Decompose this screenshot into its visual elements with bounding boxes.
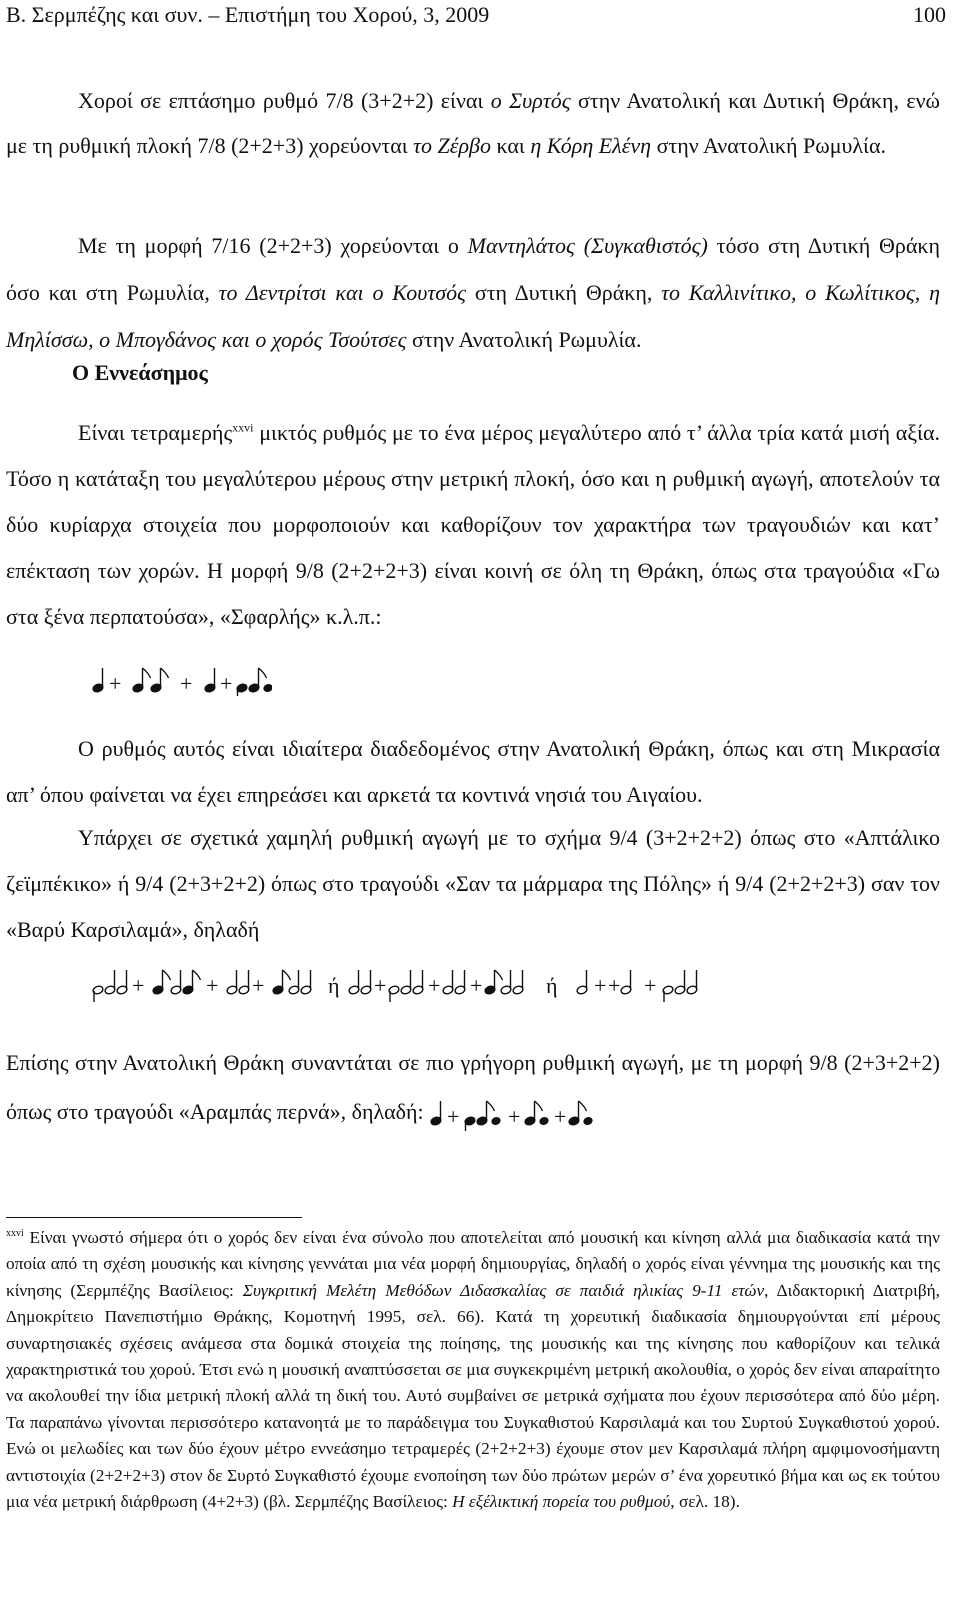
text: Είναι γνωστό σήμερα ότι ο χορός δεν είναι ένα σύνολο που αποτελείται από μουσική και κίνηση αλλά μια διαδικασία κατά την οποία από τη σχέση μουσικής και κίνησης γεννάται μια νέα μορφή δημιουργίας, δηλαδή ο χορός είναι γέννημα της μουσικής και της κίνησης (Σερμπέζης Βασίλειος:: [6, 1228, 940, 1300]
text: Επίσης στην Ανατολική Θράκη συναντάται σε πιο γρήγορη ρυθμική αγωγή, με τη μορφή 9/8 (2+3+2+2) όπως στο τραγούδι «Αραμπάς περνά», δηλαδή:: [6, 1050, 940, 1124]
footnote-separator: [6, 1217, 302, 1218]
rhythm-notation-inline: [430, 1097, 594, 1131]
or-word: ή: [546, 973, 558, 998]
paragraph-distribution: Ο ρυθμός αυτός είναι ιδιαίτερα διαδεδομένος στην Ανατολική Θράκη, όπως και στη Μικρασία απ’ όπου φαίνεται να έχει επηρεάσει και αρκετά τα κοντινά νησιά του Αιγαίου.: [6, 736, 940, 807]
paragraph-ennea: [6, 410, 940, 640]
rhythm-notation-9-8: [92, 662, 272, 696]
text: Χοροί σε επτάσημο ρυθμό 7/8 (3+2+2) είναι: [78, 88, 491, 113]
running-header: [6, 2, 946, 32]
section-heading: Ο Εννεάσημος: [72, 360, 208, 385]
dance-name: ο Συρτός: [490, 88, 571, 113]
page-number: 100: [913, 2, 946, 27]
plus-sign: +: [644, 973, 657, 998]
plus-sign: +: [132, 973, 145, 998]
paragraph-seven-eight: [6, 78, 940, 168]
dance-name: Μαντηλάτος (Συγκαθιστός): [467, 233, 708, 258]
dance-name: το Ζέρβο: [413, 133, 491, 158]
text: Είναι τετραμερής: [78, 420, 233, 445]
text: στην Ανατολική Ρωμυλία.: [651, 133, 886, 158]
text: , σελ. 18).: [670, 1492, 740, 1512]
plus-sign: +: [608, 973, 621, 998]
cited-title: Η εξέλικτική πορεία του ρυθμού: [452, 1492, 671, 1512]
text: στη Δυτική Θράκη,: [466, 280, 662, 305]
paragraph-seven-sixteen: [6, 222, 940, 363]
plus-sign: +: [220, 671, 233, 696]
plus-sign: +: [446, 1103, 460, 1129]
dance-name: το Καλλινίτικο, ο Κωλίτικος, η Μηλίσσω, ο Μπογδάνος και ο χορός Τσούτσες: [6, 280, 940, 352]
dance-name: η Κόρη Ελένη: [530, 133, 652, 158]
plus-sign: +: [553, 1103, 567, 1129]
header-citation: Β. Σερμπέζης και συν. – Επιστήμη του Χορού, 3, 2009: [6, 2, 490, 27]
footnote-marker: xxvi: [6, 1228, 24, 1240]
plus-sign: +: [206, 973, 219, 998]
text: τόσο στη Δυτική Θράκη όσο και στη Ρωμυλία,: [6, 233, 940, 305]
text: και: [490, 133, 531, 158]
plus-sign: +: [428, 973, 441, 998]
plus-sign: +: [374, 973, 387, 998]
plus-sign: +: [109, 671, 122, 696]
text: , Διδακτορική Διατριβή, Δημοκρίτειο Πανεπιστήμιο Θράκης, Κομοτηνή 1995, σελ. 66). Κατά τη χορευτική διαδικασία δημιουργούνται επί μέρους συναρτησιακές σχέσεις ανάμεσα στα δομικά στοιχεία της ποίησης, της μουσικής και της κίνησης που καθορίζουν και τελικά χαρακτηριστικά του χορού. Έτσι ενώ η μουσική αναπτύσσεται σε μια συγκεκριμένη μετρική ακολουθία, ο χορός δεν είναι απαραίτητο να ακολουθεί την ίδια μετρική πλοκή αλλά τη δική του. Αυτό συμβαίνει σε μετρικά σχήματα που έχουν περισσότερα από δύο μέρη. Τα παραπάνω γίνονται περισσότερο κατανοητά με το παράδειγμα του Συγκαθιστού Καρσιλαμά και του Συρτού Συγκαθιστού χορού. Ενώ οι μελωδίες και των δύο έχουν μέτρο εννεάσημο τετραμερές (2+2+2+3) έχουμε στον μεν Καρσιλαμά πλήρη αμφιμονοσήμαντη αντιστοιχία (2+2+2+3) στον δε Συρτό Συγκαθιστό έχουμε ενοποίηση των δύο πρώτων μερών σ’ ένα χορευτικό βήμα και ως εκ τούτου μια νέα μετρική διάρθρωση (4+2+3) (βλ. Σερμπέζης Βασίλειος:: [6, 1280, 940, 1512]
plus-sign: +: [252, 973, 265, 998]
or-word: ή: [328, 973, 340, 998]
plus-sign: +: [594, 973, 607, 998]
paragraph-arampas: [6, 1038, 940, 1136]
footnote-xxvi: [6, 1225, 940, 1515]
footnote-reference[interactable]: xxvi: [232, 420, 254, 435]
cited-title: Συγκριτική Μελέτη Μεθόδων Διδασκαλίας σε παιδιά ηλικίας 9-11 ετών: [242, 1280, 765, 1300]
paragraph-nine-four: Υπάρχει σε σχετικά χαμηλή ρυθμική αγωγή με το σχήμα 9/4 (3+2+2+2) όπως στο «Απτάλικο ζεϊμπέκικο» ή 9/4 (2+3+2+2) όπως στο τραγούδι «Σαν τα μάρμαρα της Πόλης» ή 9/4 (2+2+2+3) σαν τον «Βαρύ Καρσιλαμά», δηλαδή: [6, 825, 940, 942]
text: στην Ανατολική και Δυτική Θράκη, ενώ με τη ρυθμική πλοκή 7/8 (2+2+3) χορεύονται: [6, 88, 940, 158]
rhythm-notation-9-4: [92, 962, 712, 1002]
text: στην Ανατολική Ρωμυλία.: [406, 327, 642, 352]
plus-sign: +: [180, 671, 193, 696]
dance-name: το Δεντρίτσι και ο Κουτσός: [218, 280, 467, 305]
plus-sign: +: [507, 1103, 521, 1129]
plus-sign: +: [470, 973, 483, 998]
text: Με τη μορφή 7/16 (2+2+3) χορεύονται ο: [78, 233, 468, 258]
text: μικτός ρυθμός με το ένα μέρος μεγαλύτερο από τ’ άλλα τρία κατά μισή αξία. Τόσο η κατάταξη του μεγαλύτερου μέρους στην μετρική πλοκή, όσο και η ρυθμική αγωγή, αποτελούν τα δύο κυρίαρχα στοιχεία που μορφοποιούν και καθορίζουν τον χαρακτήρα των τραγουδιών και κατ’ επέκταση των χορών. Η μορφή 9/8 (2+2+2+3) είναι κοινή σε όλη τη Θράκη, όπως στα τραγούδια «Γω στα ξένα περπατούσα», «Σφαρλής» κ.λ.π.:: [6, 420, 940, 629]
